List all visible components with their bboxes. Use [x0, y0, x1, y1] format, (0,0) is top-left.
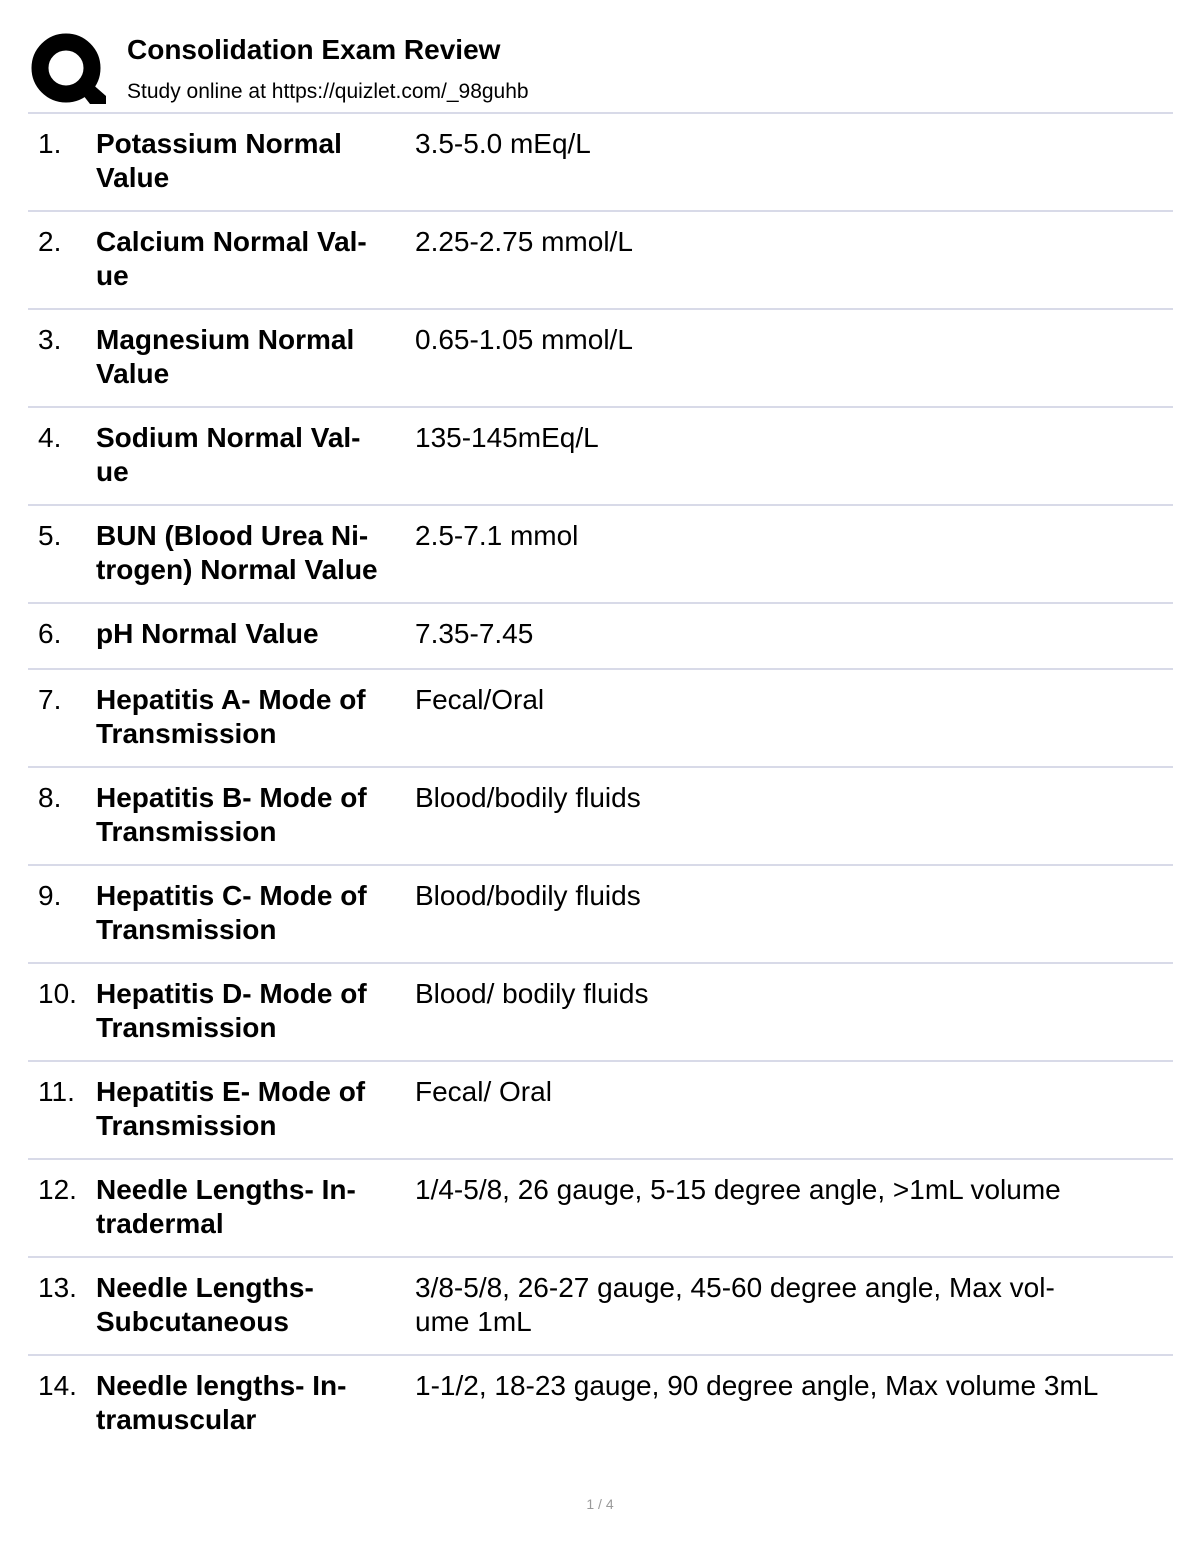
header — [28, 30, 1173, 112]
card-number: 11. — [38, 1076, 75, 1107]
card-number: 9. — [38, 880, 62, 911]
card-term: Hepatitis C- Mode of Transmission — [96, 880, 367, 945]
card-definition: Fecal/Oral — [415, 684, 545, 715]
card-number: 3. — [38, 324, 62, 355]
flashcard-row — [28, 964, 1173, 1062]
card-definition: 2.25-2.75 mmol/L — [415, 226, 633, 257]
flashcard-list — [28, 114, 1173, 1454]
card-term: Hepatitis D- Mode of Transmission — [96, 978, 367, 1043]
card-number: 10. — [38, 978, 77, 1009]
flashcard-row — [28, 114, 1173, 212]
flashcard-row — [28, 310, 1173, 408]
card-number: 8. — [38, 782, 62, 813]
card-number: 1. — [38, 128, 62, 159]
flashcard-row — [28, 670, 1173, 768]
card-definition: 3/8-5/8, 26-27 gauge, 45-60 degree angle, Max vol- ume 1mL — [415, 1272, 1055, 1337]
flashcard-row — [28, 866, 1173, 964]
flashcard-row — [28, 604, 1173, 670]
card-term: BUN (Blood Urea Ni- trogen) Normal Value — [96, 520, 378, 585]
card-definition: Fecal/ Oral — [415, 1076, 552, 1107]
card-term: Hepatitis E- Mode of Transmission — [96, 1076, 366, 1141]
card-definition: 135-145mEq/L — [415, 422, 599, 453]
card-term: Needle lengths- In- tramuscular — [96, 1370, 347, 1435]
card-term: Calcium Normal Val- ue — [96, 226, 367, 291]
card-number: 12. — [38, 1174, 77, 1205]
card-definition: 1-1/2, 18-23 gauge, 90 degree angle, Max volume 3mL — [415, 1370, 1099, 1401]
flashcard-row — [28, 1258, 1173, 1356]
card-definition: 1/4-5/8, 26 gauge, 5-15 degree angle, >1mL volume — [415, 1174, 1061, 1205]
card-definition: Blood/bodily fluids — [415, 880, 641, 911]
flashcard-row — [28, 768, 1173, 866]
flashcard-row — [28, 212, 1173, 310]
flashcard-row — [28, 506, 1173, 604]
card-number: 6. — [38, 618, 62, 649]
card-definition: 0.65-1.05 mmol/L — [415, 324, 633, 355]
card-definition: 3.5-5.0 mEq/L — [415, 128, 591, 159]
flashcard-row — [28, 408, 1173, 506]
card-definition: 2.5-7.1 mmol — [415, 520, 579, 551]
page-title: Consolidation Exam Review — [127, 34, 501, 65]
flashcard-row — [28, 1062, 1173, 1160]
card-definition: Blood/bodily fluids — [415, 782, 641, 813]
card-number: 2. — [38, 226, 62, 257]
flashcard-row — [28, 1356, 1173, 1454]
card-term: Needle Lengths- In- tradermal — [96, 1174, 356, 1239]
card-term: Sodium Normal Val- ue — [96, 422, 361, 487]
card-term: Potassium Normal Value — [96, 128, 342, 193]
card-number: 7. — [38, 684, 62, 715]
flashcard-row — [28, 1160, 1173, 1258]
card-number: 4. — [38, 422, 62, 453]
card-term: Hepatitis A- Mode of Transmission — [96, 684, 366, 749]
card-term: Needle Lengths- Subcutaneous — [96, 1272, 314, 1337]
page-number: 1 / 4 — [586, 1496, 614, 1512]
card-definition: 7.35-7.45 — [415, 618, 534, 649]
card-term: Hepatitis B- Mode of Transmission — [96, 782, 367, 847]
card-number: 5. — [38, 520, 62, 551]
card-term: pH Normal Value — [96, 618, 319, 649]
quizlet-logo-icon — [30, 32, 106, 108]
card-term: Magnesium Normal Value — [96, 324, 355, 389]
study-link[interactable]: Study online at https://quizlet.com/_98guhb — [127, 80, 529, 103]
card-definition: Blood/ bodily fluids — [415, 978, 649, 1009]
card-number: 14. — [38, 1370, 77, 1401]
card-number: 13. — [38, 1272, 77, 1303]
